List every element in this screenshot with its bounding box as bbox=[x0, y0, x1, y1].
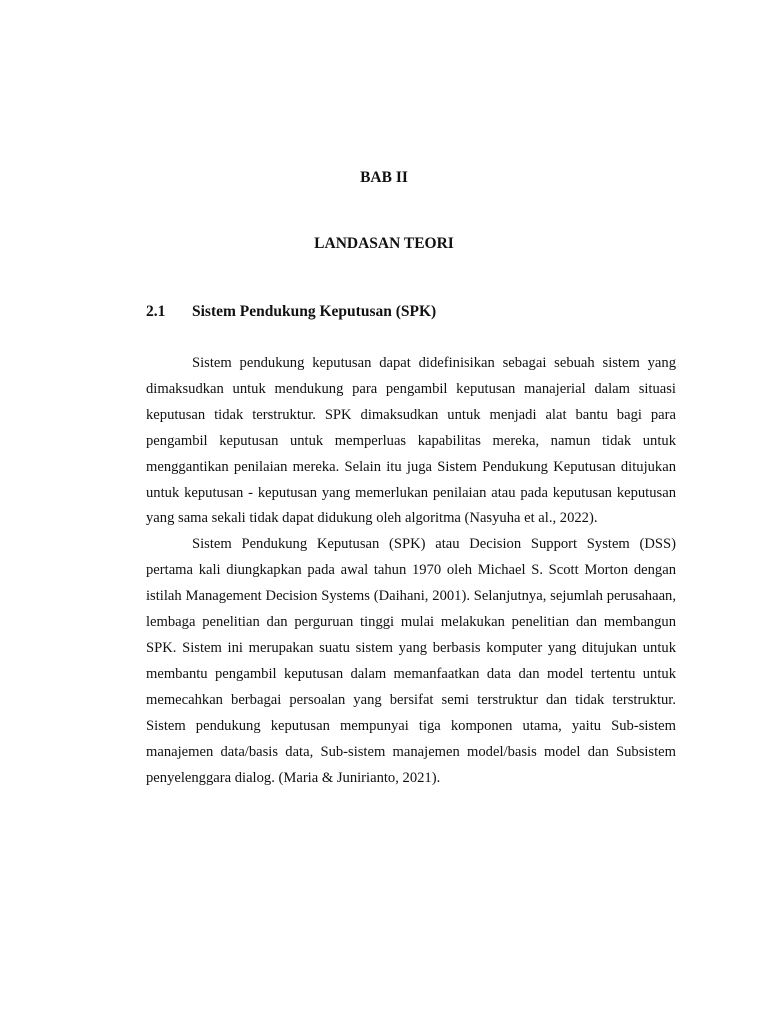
paragraph-2: Sistem Pendukung Keputusan (SPK) atau Decision Support System (DSS) pertama kali diungkapkan pada awal tahun 1970 oleh Michael S. Scott Morton dengan istilah Management Decision Systems (Daihani, 2001). Selanjutnya, sejumlah perusahaan, lembaga penelitian dan perguruan tinggi mulai melakukan penelitian dan membangun SPK. Sistem ini merupakan suatu sistem yang berbasis komputer yang ditujukan untuk membantu pengambil keputusan dalam memanfaatkan data dan model tertentu untuk memecahkan berbagai persoalan yang bersifat semi terstruktur dan tidak terstruktur. Sistem pendukung keputusan mempunyai tiga komponen utama, yaitu Sub-sistem manajemen data/basis data, Sub-sistem manajemen model/basis model dan Subsistem penyelenggara dialog. (Maria & Junirianto, 2021). bbox=[146, 536, 676, 786]
paragraph-1: Sistem pendukung keputusan dapat didefinisikan sebagai sebuah sistem yang dimaksudkan untuk mendukung para pengambil keputusan manajerial dalam situasi keputusan tidak terstruktur. SPK dimaksudkan untuk menjadi alat bantu bagi para pengambil keputusan untuk memperluas kapabilitas mereka, namun tidak untuk menggantikan penilaian mereka. Selain itu juga Sistem Pendukung Keputusan ditujukan untuk keputusan - keputusan yang memerlukan penilaian atau pada keputusan keputusan yang sama sekali tidak dapat didukung oleh algoritma (Nasyuha et al., 2022). bbox=[146, 355, 676, 527]
section-heading bbox=[146, 302, 436, 322]
body-text bbox=[146, 351, 676, 791]
section-title: Sistem Pendukung Keputusan (SPK) bbox=[192, 303, 437, 320]
chapter-subtitle: LANDASAN TEORI bbox=[314, 235, 454, 252]
chapter-title: BAB II bbox=[360, 169, 408, 186]
section-number: 2.1 bbox=[146, 303, 166, 320]
